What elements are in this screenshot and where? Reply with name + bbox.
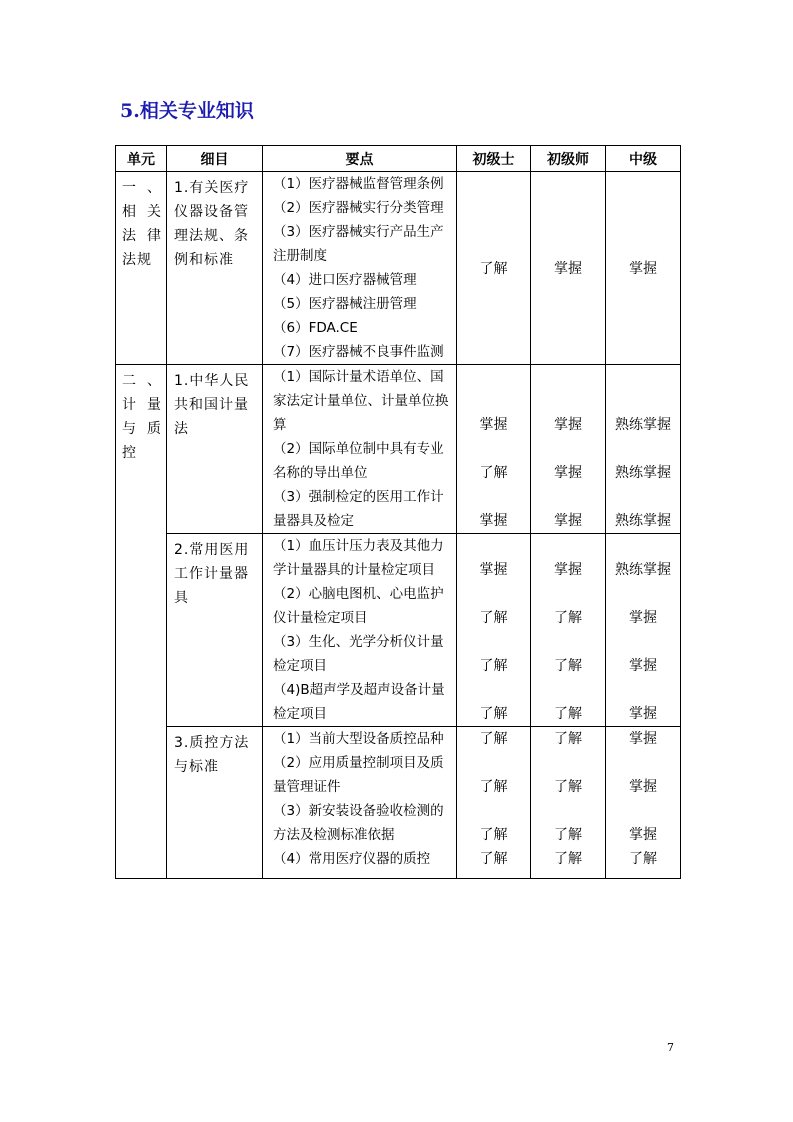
level-cell bbox=[606, 727, 681, 879]
table-row bbox=[116, 534, 681, 727]
level-value: 掌握 bbox=[629, 610, 657, 626]
level-value: 了解 bbox=[479, 610, 508, 626]
point-item: （2）医疗器械实行分类管理 bbox=[273, 200, 444, 216]
level-value: 了解 bbox=[554, 731, 582, 747]
table-row bbox=[116, 172, 681, 365]
level-value: 熟练掌握 bbox=[615, 465, 671, 481]
level-cell bbox=[457, 727, 531, 879]
point-item: （1）血压计压力表及其他力学计量器具的计量检定项目 bbox=[273, 538, 444, 578]
point-item: （4）常用医疗仪器的质控 bbox=[273, 851, 431, 867]
level-value: 掌握 bbox=[629, 706, 657, 722]
level-cell bbox=[457, 365, 531, 534]
level-value: 掌握 bbox=[554, 562, 582, 578]
point-item: （6）FDA.CE bbox=[273, 320, 358, 336]
points-cell bbox=[263, 365, 457, 534]
point-item: （2）国际单位制中具有专业名称的导出单位 bbox=[273, 441, 444, 481]
level-value: 掌握 bbox=[479, 562, 508, 578]
detail-cell: 3.质控方法与标准 bbox=[167, 727, 263, 879]
header-unit: 单元 bbox=[116, 146, 167, 172]
header-level-1: 初级士 bbox=[457, 146, 531, 172]
point-item: （3）新安装设备验收检测的方法及检测标准依据 bbox=[273, 803, 444, 843]
point-item: （7）医疗器械不良事件监测 bbox=[273, 344, 444, 360]
syllabus-table bbox=[115, 145, 681, 879]
level-value: 掌握 bbox=[629, 731, 657, 747]
point-item: （3）医疗器械实行产品生产注册制度 bbox=[273, 224, 444, 264]
level-cell bbox=[531, 365, 606, 534]
level-value: 了解 bbox=[479, 779, 508, 795]
level-value: 了解 bbox=[629, 851, 657, 867]
level-cell bbox=[606, 534, 681, 727]
header-level-2: 初级师 bbox=[531, 146, 606, 172]
level-cell: 掌握 bbox=[531, 172, 606, 365]
header-detail: 细目 bbox=[167, 146, 263, 172]
level-value: 掌握 bbox=[554, 513, 582, 529]
points-cell bbox=[263, 534, 457, 727]
header-row bbox=[116, 146, 681, 172]
level-cell bbox=[457, 534, 531, 727]
point-item: （3）强制检定的医用工作计量器具及检定 bbox=[273, 489, 444, 529]
point-item: （1）当前大型设备质控品种 bbox=[273, 731, 444, 747]
level-value: 掌握 bbox=[479, 417, 508, 433]
header-points: 要点 bbox=[263, 146, 457, 172]
level-value: 了解 bbox=[554, 658, 582, 674]
page-number: 7 bbox=[667, 1041, 674, 1054]
level-value: 了解 bbox=[554, 610, 582, 626]
level-value: 掌握 bbox=[629, 658, 657, 674]
point-item: （3）生化、光学分析仪计量检定项目 bbox=[273, 634, 444, 674]
detail-cell: 1.有关医疗仪器设备管理法规、条例和标准 bbox=[167, 172, 263, 365]
level-value: 熟练掌握 bbox=[615, 513, 671, 529]
point-item: （4）进口医疗器械管理 bbox=[273, 272, 417, 288]
detail-cell: 1.中华人民共和国计量法 bbox=[167, 365, 263, 534]
points-cell bbox=[263, 727, 457, 879]
unit-cell: 一、相关法律法规 bbox=[116, 172, 167, 365]
level-value: 熟练掌握 bbox=[615, 417, 671, 433]
points-cell bbox=[263, 172, 457, 365]
level-value: 了解 bbox=[479, 465, 508, 481]
level-value: 掌握 bbox=[554, 417, 582, 433]
point-item: （2）应用质量控制项目及质量管理证件 bbox=[273, 755, 444, 795]
header-level-3: 中级 bbox=[606, 146, 681, 172]
level-value: 了解 bbox=[554, 706, 582, 722]
detail-cell: 2.常用医用工作计量器具 bbox=[167, 534, 263, 727]
level-value: 了解 bbox=[479, 851, 508, 867]
section-title: 5.相关专业知识 bbox=[120, 100, 254, 122]
level-value: 了解 bbox=[554, 827, 582, 843]
level-cell: 掌握 bbox=[606, 172, 681, 365]
level-value: 掌握 bbox=[629, 827, 657, 843]
level-value: 了解 bbox=[554, 779, 582, 795]
level-value: 熟练掌握 bbox=[615, 562, 671, 578]
point-item: （5）医疗器械注册管理 bbox=[273, 296, 417, 312]
level-cell bbox=[531, 534, 606, 727]
point-item: （1）医疗器械监督管理条例 bbox=[273, 176, 444, 192]
level-value: 了解 bbox=[554, 851, 582, 867]
level-cell: 了解 bbox=[457, 172, 531, 365]
point-item: （1）国际计量术语单位、国家法定计量单位、计量单位换算 bbox=[273, 369, 449, 433]
level-value: 了解 bbox=[479, 827, 508, 843]
unit-cell: 二、计量与质控 bbox=[116, 365, 167, 879]
level-cell bbox=[606, 365, 681, 534]
level-value: 了解 bbox=[479, 706, 508, 722]
level-cell bbox=[531, 727, 606, 879]
point-item: （4)B超声学及超声设备计量检定项目 bbox=[273, 682, 445, 722]
level-value: 了解 bbox=[479, 731, 508, 747]
level-value: 了解 bbox=[479, 658, 508, 674]
level-value: 掌握 bbox=[629, 779, 657, 795]
point-item: （2）心脑电图机、心电监护仪计量检定项目 bbox=[273, 586, 444, 626]
table-row bbox=[116, 365, 681, 534]
level-value: 掌握 bbox=[554, 465, 582, 481]
level-value: 掌握 bbox=[479, 513, 508, 529]
table-row bbox=[116, 727, 681, 879]
